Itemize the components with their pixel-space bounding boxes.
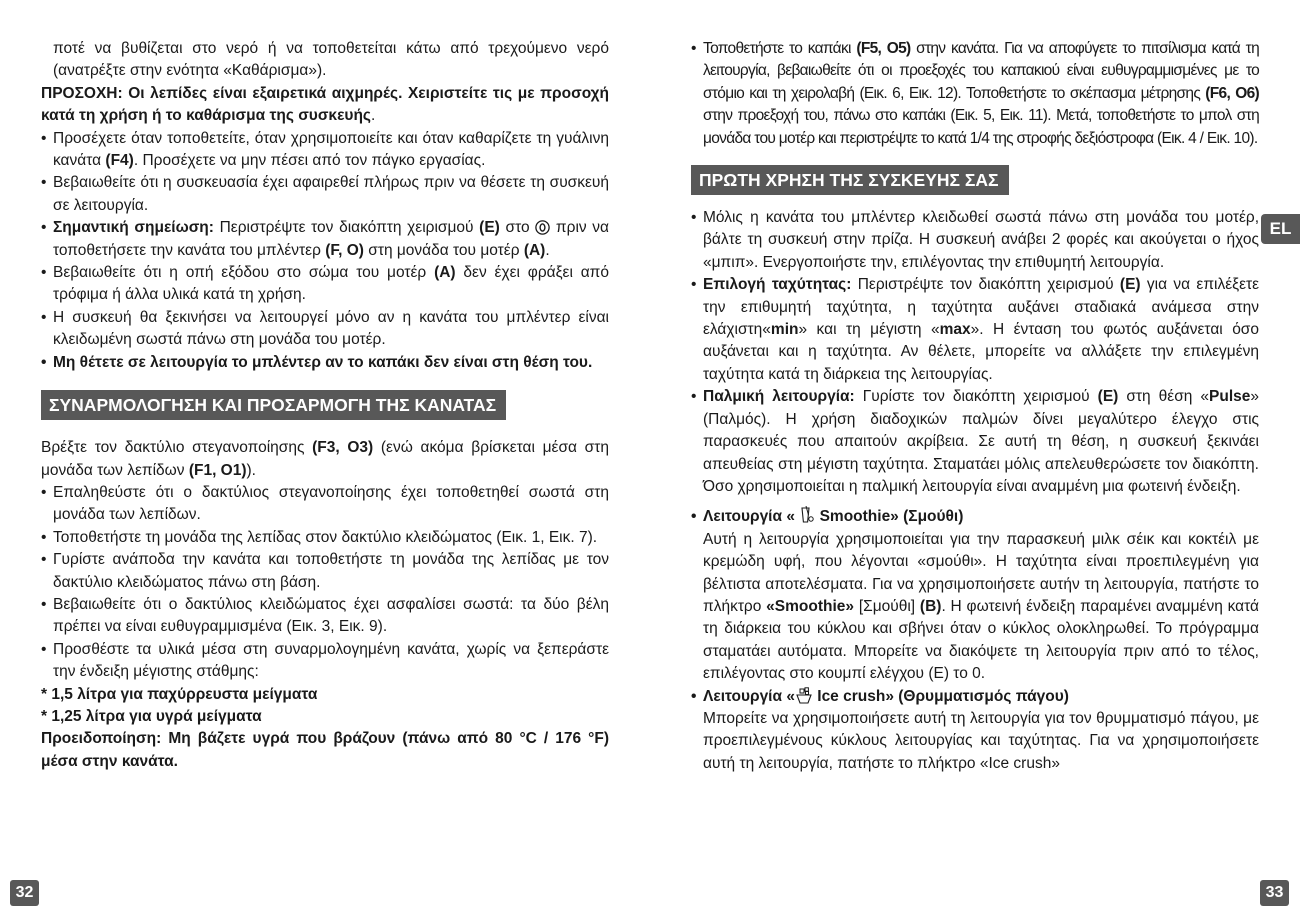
item-ref: (A) <box>434 264 456 282</box>
list-item <box>41 352 609 374</box>
item-text: στο <box>499 219 536 237</box>
page-number-right: 33 <box>1260 880 1289 906</box>
item-ref: (F3, O3) <box>312 439 374 457</box>
item-ref: max <box>939 321 971 339</box>
item-text: [Σμούθι] <box>854 597 920 615</box>
smoothie-title: Λειτουργία « <box>703 508 800 526</box>
item-label: Επιλογή ταχύτητας: <box>703 276 852 294</box>
intro-paragraph: ποτέ να βυθίζεται στο νερό ή να τοποθετείται κάτω από τρεχούμενο νερό (ανατρέξτε στην ενότητα «Καθάρισμα»). <box>53 40 609 80</box>
blade-warning-text: ΠΡΟΣΟΧΗ: Οι λεπίδες είναι εξαιρετικά αιχμηρές. Χειριστείτε τις με προσοχή κατά τη χρήση ή το καθάρισμα της συσκευής <box>41 84 609 125</box>
item-text: Βεβαιωθείτε ότι η οπή εξόδου στο σώμα του μοτέρ <box>53 264 435 282</box>
item-ref: (F5, O5) <box>856 40 911 57</box>
item-text: δεν έχει φράξει από τρόφιμα ή άλλα υλικά κατά τη χρήση. <box>53 264 609 304</box>
smoothie-body <box>691 529 1259 686</box>
list-item <box>691 686 1259 708</box>
list-item <box>41 217 609 262</box>
safety-list <box>41 128 609 374</box>
right-page-column <box>691 38 1259 775</box>
item-text: » και τη μέγιστη « <box>798 321 940 339</box>
list-item <box>41 262 609 307</box>
item-ref: (F4) <box>105 152 134 170</box>
list-item <box>41 172 609 217</box>
item-text: Τοποθετήστε το καπάκι <box>703 40 857 57</box>
list-item <box>691 38 1259 150</box>
item-text: Αυτή η λειτουργία χρησιμοποιείται για την παρασκευή μιλκ σέικ και κοκτέιλ με κρεμώδη υφή, που λέγονται «σμούθι». Η ταχύτητα είναι προεπιλεγμένη για βέλτιστα αποτελέσματα. Για να χρησιμοποιήσετε αυτήν τη λειτουργία, πατήστε το πλήκτρο <box>703 530 1259 615</box>
blade-warning-end: . <box>370 107 376 125</box>
ice-title: Ice crush» (Θρυμματισμός πάγου) <box>812 687 1069 705</box>
item-text: Βρέξτε τον δακτύλιο στεγανοποίησης <box>41 439 313 457</box>
item-text: στην προεξοχή του, πάνω στο καπάκι (Εικ. 5, Εικ. 11). Μετά, τοποθετήστε το μπολ στη μονάδα του μοτέρ και περιστρέψτε το κατά 1/4 της στροφής δεξιόστροφα (Εικ. 4 / Εικ. 10). <box>703 107 1259 147</box>
item-ref: «Smoothie» <box>766 597 855 615</box>
list-item <box>41 307 609 352</box>
capacity-liquid: * 1,25 λίτρα για υγρά μείγματα <box>41 707 262 725</box>
item-text: Περιστρέψτε τον διακόπτη χειρισμού <box>851 276 1120 294</box>
list-item <box>691 386 1259 498</box>
smoothie-title: Smoothie» (Σμούθι) <box>815 508 964 526</box>
assembly-list <box>41 482 609 684</box>
item-ref: (B) <box>919 597 942 615</box>
blade-warning <box>41 83 609 128</box>
item-text: . Η φωτεινή ένδειξη παραμένει αναμμένη κατά τη διάρκεια του κύκλου και σβήνει όταν ο κύκλος ολοκληρωθεί. Το πρόγραμμα σταματάει αυτόματα. Μπορείτε να διακόψετε τη λειτουργία πριν από το τέλος, επιλέγοντας στο κουμπί ελέγχου (E) το 0. <box>703 597 1260 683</box>
item-text: . <box>545 241 550 259</box>
list-item <box>691 274 1259 386</box>
item-ref: (F, O) <box>325 241 364 259</box>
assembly-intro <box>41 437 609 482</box>
list-item: • Τοποθετήστε τη μονάδα της λεπίδας στον δακτύλιο κλειδώματος (Εικ. 1, Εικ. 7). <box>41 527 609 549</box>
item-ref: Pulse <box>1209 388 1251 406</box>
item-text: στην κανάτα. Για να αποφύγετε το πιτσίλισμα κατά τη λειτουργία, βεβαιωθείτε ότι οι προεξοχές του καπακιού είναι ευθυγραμμισμένες με το στόμιο και τη χειρολαβή (Εικ. 6, Εικ. 12). Τοποθετήστε το σκέπασμα μέτρησης <box>703 40 1259 102</box>
left-page-column <box>41 38 609 773</box>
item-ref: (A) <box>523 241 546 259</box>
hot-liquid-warning: Προειδοποίηση: Μη βάζετε υγρά που βράζουν (πάνω από 80 °C / 176 °F) μέσα στην κανάτα. <box>41 730 609 770</box>
section-heading-assembly: ΣΥΝΑΡΜΟΛΟΓΗΣΗ ΚΑΙ ΠΡΟΣΑΡΜΟΓΗ ΤΗΣ ΚΑΝΑΤΑΣ <box>41 390 506 420</box>
item-text: στη θέση « <box>1118 388 1210 406</box>
item-label: Παλμική λειτουργία: <box>703 388 855 406</box>
ice-body: Μπορείτε να χρησιμοποιήσετε αυτή τη λειτουργία για τον θρυμματισμό πάγου, με προεπιλεγμένους κύκλους λειτουργίας και ταχύτητας. Για να χρησιμοποιήσετε αυτή τη λειτουργία, πατήστε το πλήκτρο «Ice crush» <box>703 709 1259 772</box>
item-text: Μη θέτετε σε λειτουργία το μπλέντερ αν το καπάκι δεν είναι στη θέση του. <box>53 353 593 371</box>
ice-crush-icon <box>795 687 813 704</box>
item-text: ). <box>246 461 256 479</box>
list-item: • Γυρίστε ανάποδα την κανάτα και τοποθετήστε τη μονάδα της λεπίδας με τον δακτύλιο κλειδώματος πάνω στη βάση. <box>41 549 609 594</box>
list-item: • Προσθέστε τα υλικά μέσα στη συναρμολογημένη κανάτα, χωρίς να ξεπεράστε την ένδειξη μέγιστης στάθμης: <box>41 639 609 684</box>
list-item: • Μόλις η κανάτα του μπλέντερ κλειδωθεί σωστά πάνω στη μονάδα του μοτέρ, βάλτε τη συσκευή στην πρίζα. Η συσκευή ανάβει 2 φορές και ακούγεται ο ήχος «μπιπ». Ενεργοποιήστε την, επιλέγοντας την επιθυμητή λειτουργία. <box>691 207 1259 274</box>
smoothie-icon <box>799 506 815 524</box>
section-heading-first-use: ΠΡΩΤΗ ΧΡΗΣΗ ΤΗΣ ΣΥΣΚΕΥΗΣ ΣΑΣ <box>691 165 1009 195</box>
item-ref: (E) <box>479 219 500 237</box>
language-tab: EL <box>1261 214 1300 244</box>
page-number-left: 32 <box>10 880 39 906</box>
list-item <box>691 506 1259 528</box>
item-text: Περιστρέψτε τον διακόπτη χειρισμού <box>213 219 480 237</box>
item-ref: (E) <box>1097 388 1119 406</box>
item-text: Γυρίστε τον διακόπτη χειρισμού <box>854 388 1098 406</box>
lid-list <box>691 38 1259 150</box>
item-text: Προσέχετε όταν τοποθετείτε, όταν χρησιμοποιείτε και όταν καθαρίζετε τη γυάλινη κανάτα <box>53 129 609 170</box>
item-text: Βεβαιωθείτε ότι η συσκευασία έχει αφαιρεθεί πλήρως πριν να θέσετε τη συσκευή σε λειτουργία. <box>53 174 609 214</box>
item-text: (ενώ ακόμα βρίσκεται μέσα στη μονάδα των λεπίδων <box>41 439 609 479</box>
item-text: για να επιλέξετε την επιθυμητή ταχύτητα, η ταχύτητα αυξάνει σταδιακά ανάμεσα στην ελάχιστη« <box>703 276 1260 339</box>
item-text: ». Η ένταση του φωτός αυξάνεται όσο αυξάνεται και η ταχύτητα. Αν θέλετε, μπορείτε να αλλάξετε την επιλεγμένη ταχύτητα κατά τη διάρκεια της λειτουργίας. <box>703 321 1259 383</box>
list-item <box>41 128 609 173</box>
item-ref: (E) <box>1119 276 1141 294</box>
list-item: • Βεβαιωθείτε ότι ο δακτύλιος κλειδώματος έχει ασφαλίσει σωστά: τα δύο βέλη πρέπει να είναι ευθυγραμμισμένα (Εικ. 3, Εικ. 9). <box>41 594 609 639</box>
item-ref: min <box>770 321 799 339</box>
item-ref: (F6, O6) <box>1205 84 1259 102</box>
ice-title: Λειτουργία « <box>703 687 795 705</box>
item-label: Σημαντική σημείωση: <box>53 219 214 237</box>
item-text: Η συσκευή θα ξεκινήσει να λειτουργεί μόνο αν η κανάτα του μπλέντερ είναι κλειδωμένη σωστά πάνω στη μονάδα του μοτέρ. <box>53 308 609 349</box>
list-item: • Επαληθεύστε ότι ο δακτύλιος στεγανοποίησης έχει τοποθετηθεί σωστά στη μονάδα των λεπίδων. <box>41 482 609 527</box>
item-ref: (F1, O1) <box>188 461 247 479</box>
item-text: » (Παλμός). Η χρήση διαδοχικών παλμών δίνει μεγαλύτερο έλεγχο στις παρασκευές που απαιτούν ακρίβεια. Σε αυτή τη θέση, η συσκευή ξεκινάει απευθείας στη μέγιστη ταχύτητα. Σταματάει μόλις απελευθερώσετε τον διακόπτη. Όσο χρησιμοποιείται η παλμική λειτουργία είναι αναμμένη μια φωτεινή ένδειξη. <box>703 388 1259 495</box>
first-use-list <box>691 207 1259 529</box>
item-text: . Προσέχετε να μην πέσει από τον πάγκο εργασίας. <box>133 152 486 170</box>
item-text: πριν να τοποθετήσετε την κανάτα του μπλέντερ <box>53 219 610 259</box>
capacity-thick: * 1,5 λίτρα για παχύρρευστα μείγματα <box>41 685 318 703</box>
off-position-icon <box>535 220 550 235</box>
ice-list <box>691 686 1259 708</box>
item-text: στη μονάδα του μοτέρ <box>363 241 524 259</box>
